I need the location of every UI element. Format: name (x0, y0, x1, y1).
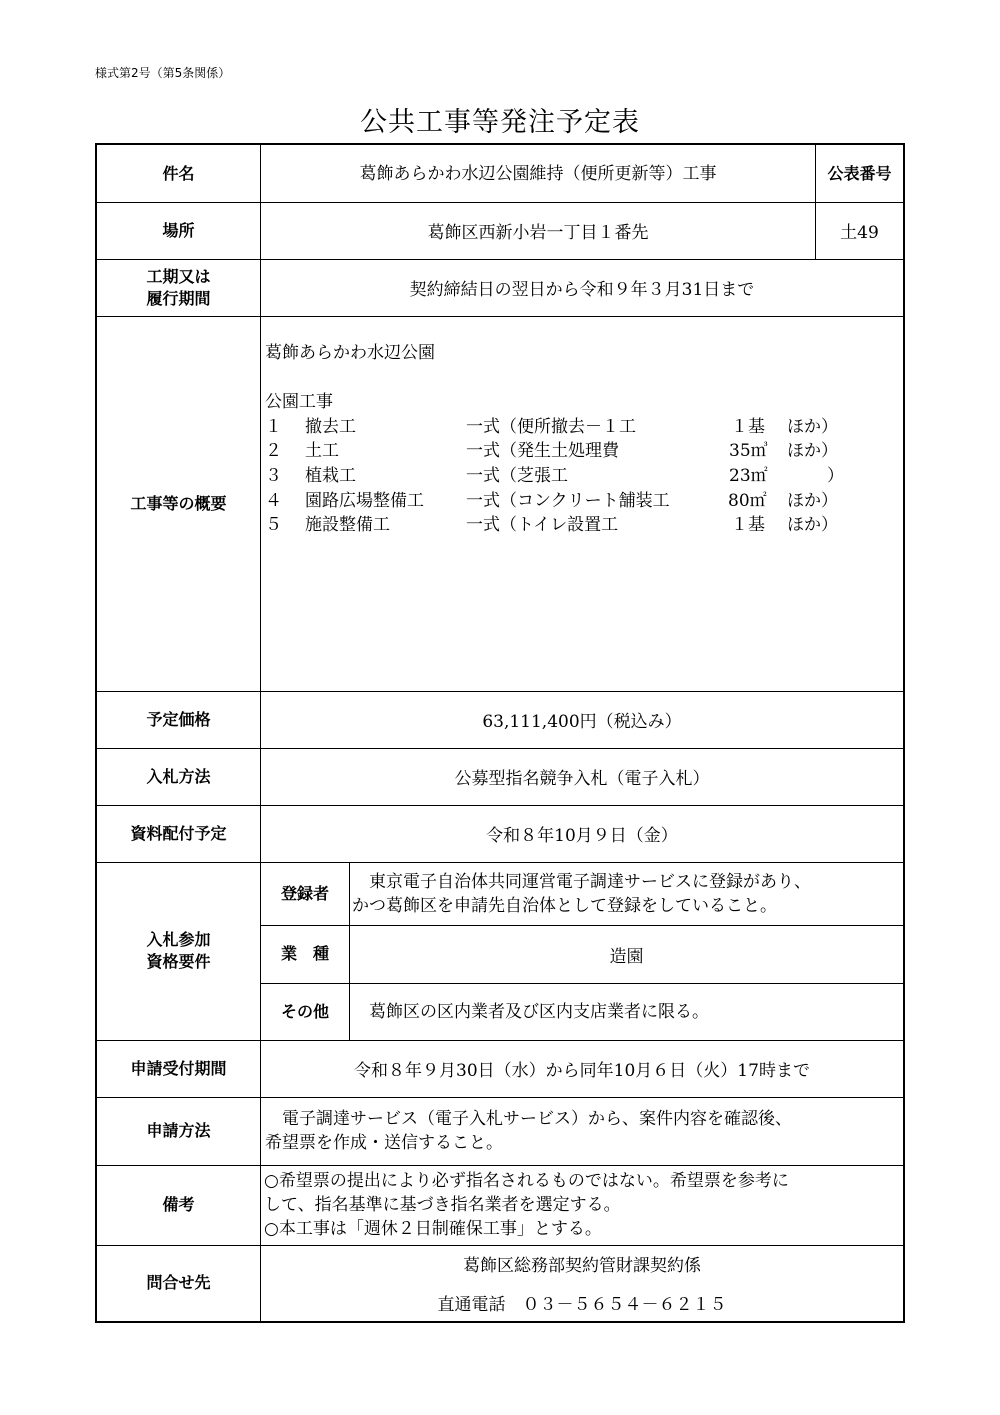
label-contact: 問合せ先 (146, 1273, 211, 1292)
value-apply-period: 令和８年９月30日（水）から同年10月６日（火）17時まで (354, 1061, 810, 1081)
label-remarks: 備考 (162, 1195, 195, 1214)
label-apply-period: 申請受付期間 (130, 1058, 227, 1078)
overview-item: １ 撤去工 一式（便所撤去－１工 １基 ほか） (265, 416, 838, 437)
value-place: 葛飾区西新小岩一丁目１番先 (427, 223, 649, 243)
value-industry: 造園 (609, 946, 644, 967)
value-remarks: ○希望票の提出により必ず指名されるものではない。希望票を参考に して、指名基準に基づき指名業者を選定する。 ○本工事は「週休２日制確保工事」とする。 (264, 1171, 789, 1239)
label-material: 資料配付予定 (130, 823, 227, 843)
label-public-number: 公表番号 (827, 163, 892, 183)
value-name: 葛飾あらかわ水辺公園維持（便所更新等）工事 (359, 164, 717, 184)
form-number: 様式第2号（第5条関係） (95, 66, 231, 80)
value-price: 63,111,400円（税込み） (482, 712, 682, 732)
label-overview: 工事等の概要 (130, 493, 227, 513)
label-price: 予定価格 (146, 709, 211, 729)
label-registrant: 登録者 (280, 883, 329, 903)
label-bid-method: 入札方法 (146, 766, 211, 786)
document-title: 公共工事等発注予定表 (360, 107, 640, 138)
value-apply-method: 電子調達サービス（電子入札サービス）から、案件内容を確認後、 希望票を作成・送信すること。 (265, 1109, 792, 1153)
schedule-table (95, 143, 905, 1323)
label-apply-method: 申請方法 (146, 1121, 211, 1140)
contact-section: 葛飾区総務部契約管財課契約係 (463, 1256, 701, 1276)
label-name: 件名 (162, 163, 195, 183)
overview-site: 葛飾あらかわ水辺公園 (265, 343, 435, 363)
value-other: 葛飾区の区内業者及び区内支店業者に限る。 (352, 1001, 709, 1022)
value-material: 令和８年10月９日（金） (486, 826, 678, 846)
value-public-number: 土49 (840, 223, 879, 243)
label-qualification: 入札参加 資格要件 (146, 930, 211, 971)
overview-item: ２ 土工 一式（発生土処理費 35㎥ ほか） (265, 441, 838, 462)
value-registrant: 東京電子自治体共同運営電子調達サービスに登録があり、 かつ葛飾区を申請先自治体として登録をしていること。 (352, 871, 811, 916)
overview-section: 公園工事 (265, 392, 333, 413)
overview-block (265, 341, 895, 538)
value-contact (261, 1245, 903, 1321)
label-place: 場所 (162, 220, 195, 240)
overview-item: ４ 園路広場整備工 一式（コンクリート舗装工 80㎡ ほか） (265, 490, 838, 511)
overview-item: ５ 施設整備工 一式（トイレ設置工 １基 ほか） (265, 515, 838, 536)
label-other: その他 (280, 1001, 329, 1021)
value-period: 契約締結日の翌日から令和９年３月31日まで (409, 280, 755, 300)
contact-phone: 直通電話 ０３－５６５４－６２１５ (437, 1295, 727, 1315)
label-industry: 業 種 (280, 944, 329, 963)
overview-item: ３ 植栽工 一式（芝張工 23㎡ ） (265, 465, 844, 486)
label-period: 工期又は 履行期間 (146, 266, 211, 308)
value-bid-method: 公募型指名競争入札（電子入札） (454, 769, 710, 789)
